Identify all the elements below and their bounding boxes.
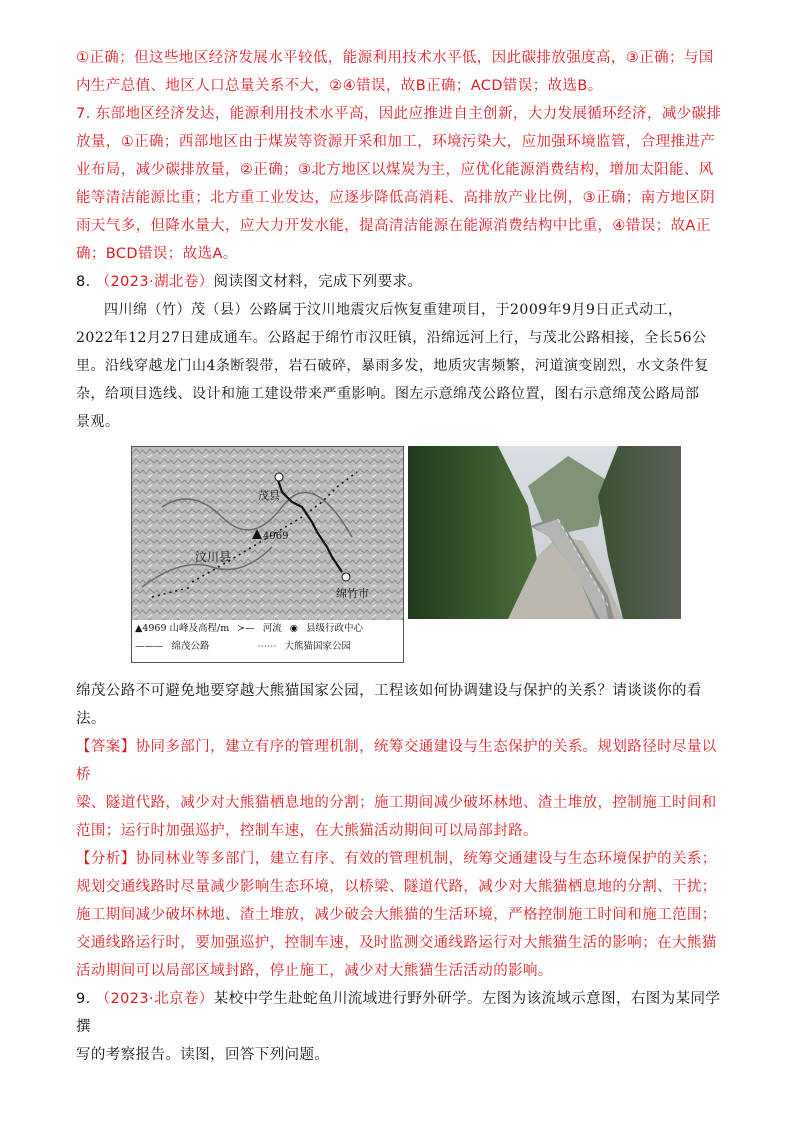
legend-river: 河流: [262, 623, 282, 634]
q9-source: （2023·北京卷）: [95, 991, 214, 1007]
q7-analysis-line4: 能等清洁能源比重；北方重工业发达，应逐步降低高消耗、高排放产业比例，③正确；南方地区阴: [76, 190, 716, 206]
county-center-icon: [342, 573, 350, 581]
legend-road-icon: ———: [135, 641, 164, 652]
map-label-wenchuan: 汶川县: [195, 550, 232, 564]
q7-analysis-line1: 7. 东部地区经济发达，能源利用技术水平高，因此应推进自主创新，大力发展循环经济，减少碳排: [76, 106, 722, 122]
q8-answer-line2: 桥: [76, 767, 91, 783]
answer-text: 协同多部门，建立有序的管理机制，统筹交通建设与生态保护的关系。规划路径时尽量以: [135, 739, 717, 755]
q8-source: （2023·湖北卷）: [95, 274, 214, 290]
road-landscape-photo: [408, 446, 681, 619]
q7-analysis-line5: 雨天气多，但降水量大，应大力开发水能，提高清洁能源在能源消费结构中比重，④错误；故A正: [76, 218, 711, 234]
q9-line2: 写的考察报告。读图，回答下列问题。: [76, 1047, 330, 1063]
q8-figure: [131, 446, 677, 661]
map-legend: [135, 620, 401, 656]
q8-answer-line3: 梁、隧道代路，减少对大熊猫栖息地的分割；施工期间减少破坏林地、渣土堆放，控制施工时间和: [76, 795, 717, 811]
q8-number: 8.: [76, 274, 91, 290]
q7-analysis-line6: 确；BCD错误；故选A。: [76, 246, 238, 262]
q8-analysis-line1: [76, 845, 726, 873]
q9-number: 9.: [76, 991, 91, 1007]
q8-question-line2: 法。: [76, 711, 106, 727]
q8-material-line2: 2022年12月27日建成通车。公路起于绵竹市汉旺镇，沿绵远河上行，与茂北公路相接，全长56公: [76, 330, 707, 346]
q6-analysis-line2: 内生产总值、地区人口总量关系不大，②④错误，故B正确；ACD错误；故选B。: [76, 78, 603, 94]
q8-prompt: 阅读图文材料，完成下列要求。: [213, 274, 423, 290]
legend-park-icon: ⋯⋯: [257, 641, 277, 652]
q9-line1: 某校中学生赴蛇鱼川流域进行野外研学。左图为该流域示意图，右图为某同学撰: [76, 991, 721, 1035]
q6-analysis-line1: ①正确；但这些地区经济发展水平较低，能源利用技术水平低，因此碳排放强度高，③正确；与国: [76, 50, 714, 66]
map-terrain: [132, 447, 403, 620]
analysis-tag: 【分析】: [76, 851, 136, 867]
map-label-maoxian: 茂县: [258, 489, 280, 502]
map-label-peak: 4969: [263, 531, 289, 542]
q7-analysis-line3: 业布局，减少碳排放量，②正确；③北方地区以煤炭为主，应优化能源消费结构，增加太阳能、风: [76, 162, 714, 178]
legend-county-icon: ◉: [289, 623, 298, 634]
legend-river-icon: ≻—: [237, 623, 255, 634]
q8-material-line3: 里。沿线穿越龙门山4条断裂带，岩石破碎，暴雨多发，地质灾害频繁，河道演变剧烈，水文条件复: [76, 358, 709, 374]
map-label-mianzhu: 绵竹市: [336, 587, 369, 600]
q8-answer-line1: [76, 733, 726, 761]
legend-park: 大熊猫国家公园: [284, 641, 352, 652]
q8-analysis-line2: 规划交通线路时尽量减少影响生态环境，以桥梁、隧道代路，减少对大熊猫栖息地的分割、干扰；: [76, 879, 717, 895]
legend-peak: ▲4969 山峰及高程/m: [135, 623, 230, 634]
legend-road: 绵茂公路: [171, 641, 210, 652]
q8-question-line1: 绵茂公路不可避免地要穿越大熊猫国家公园，工程该如何协调建设与保护的关系？请谈谈你的看: [76, 683, 702, 699]
q9-heading: [76, 985, 726, 1041]
legend-county: 县级行政中心: [306, 623, 364, 634]
q8-analysis-line4: 交通线路运行时，要加强巡护，控制车速，及时监测交通线路运行对大熊猫生活的影响；在大熊猫: [76, 935, 717, 951]
q8-analysis-line5: 活动期间可以局部区域封路，停止施工，减少对大熊猫生活活动的影响。: [76, 963, 553, 979]
answer-tag: 【答案】: [76, 739, 136, 755]
q7-analysis-line2: 放量，①正确；西部地区由于煤炭等资源开采和加工，环境污染大，应加强环境监管，合理推进产: [76, 134, 716, 150]
q8-material-line4: 杂，给项目选线、设计和施工建设带来严重影响。图左示意绵茂公路位置，图右示意绵茂公路局部: [76, 386, 700, 402]
location-map: [131, 446, 404, 663]
county-center-icon: [275, 473, 283, 481]
q8-analysis-line3: 施工期间减少破坏林地、渣土堆放，减少破会大熊猫的生活环境，严格控制施工时间和施工范围；: [76, 907, 717, 923]
q8-answer-line4: 范围；运行时加强巡护，控制车速，在大熊猫活动期间可以局部封路。: [76, 823, 538, 839]
q8-heading: [76, 268, 726, 296]
document-page: [76, 44, 726, 1069]
q8-material-line1: 四川绵（竹）茂（县）公路属于汶川地震灾后恢复重建项目，于2009年9月9日正式动工，: [104, 302, 683, 318]
analysis-text: 协同林业等多部门，建立有序、有效的管理机制，统筹交通建设与生态环境保护的关系；: [135, 851, 717, 867]
q8-material-line5: 景观。: [76, 414, 120, 430]
